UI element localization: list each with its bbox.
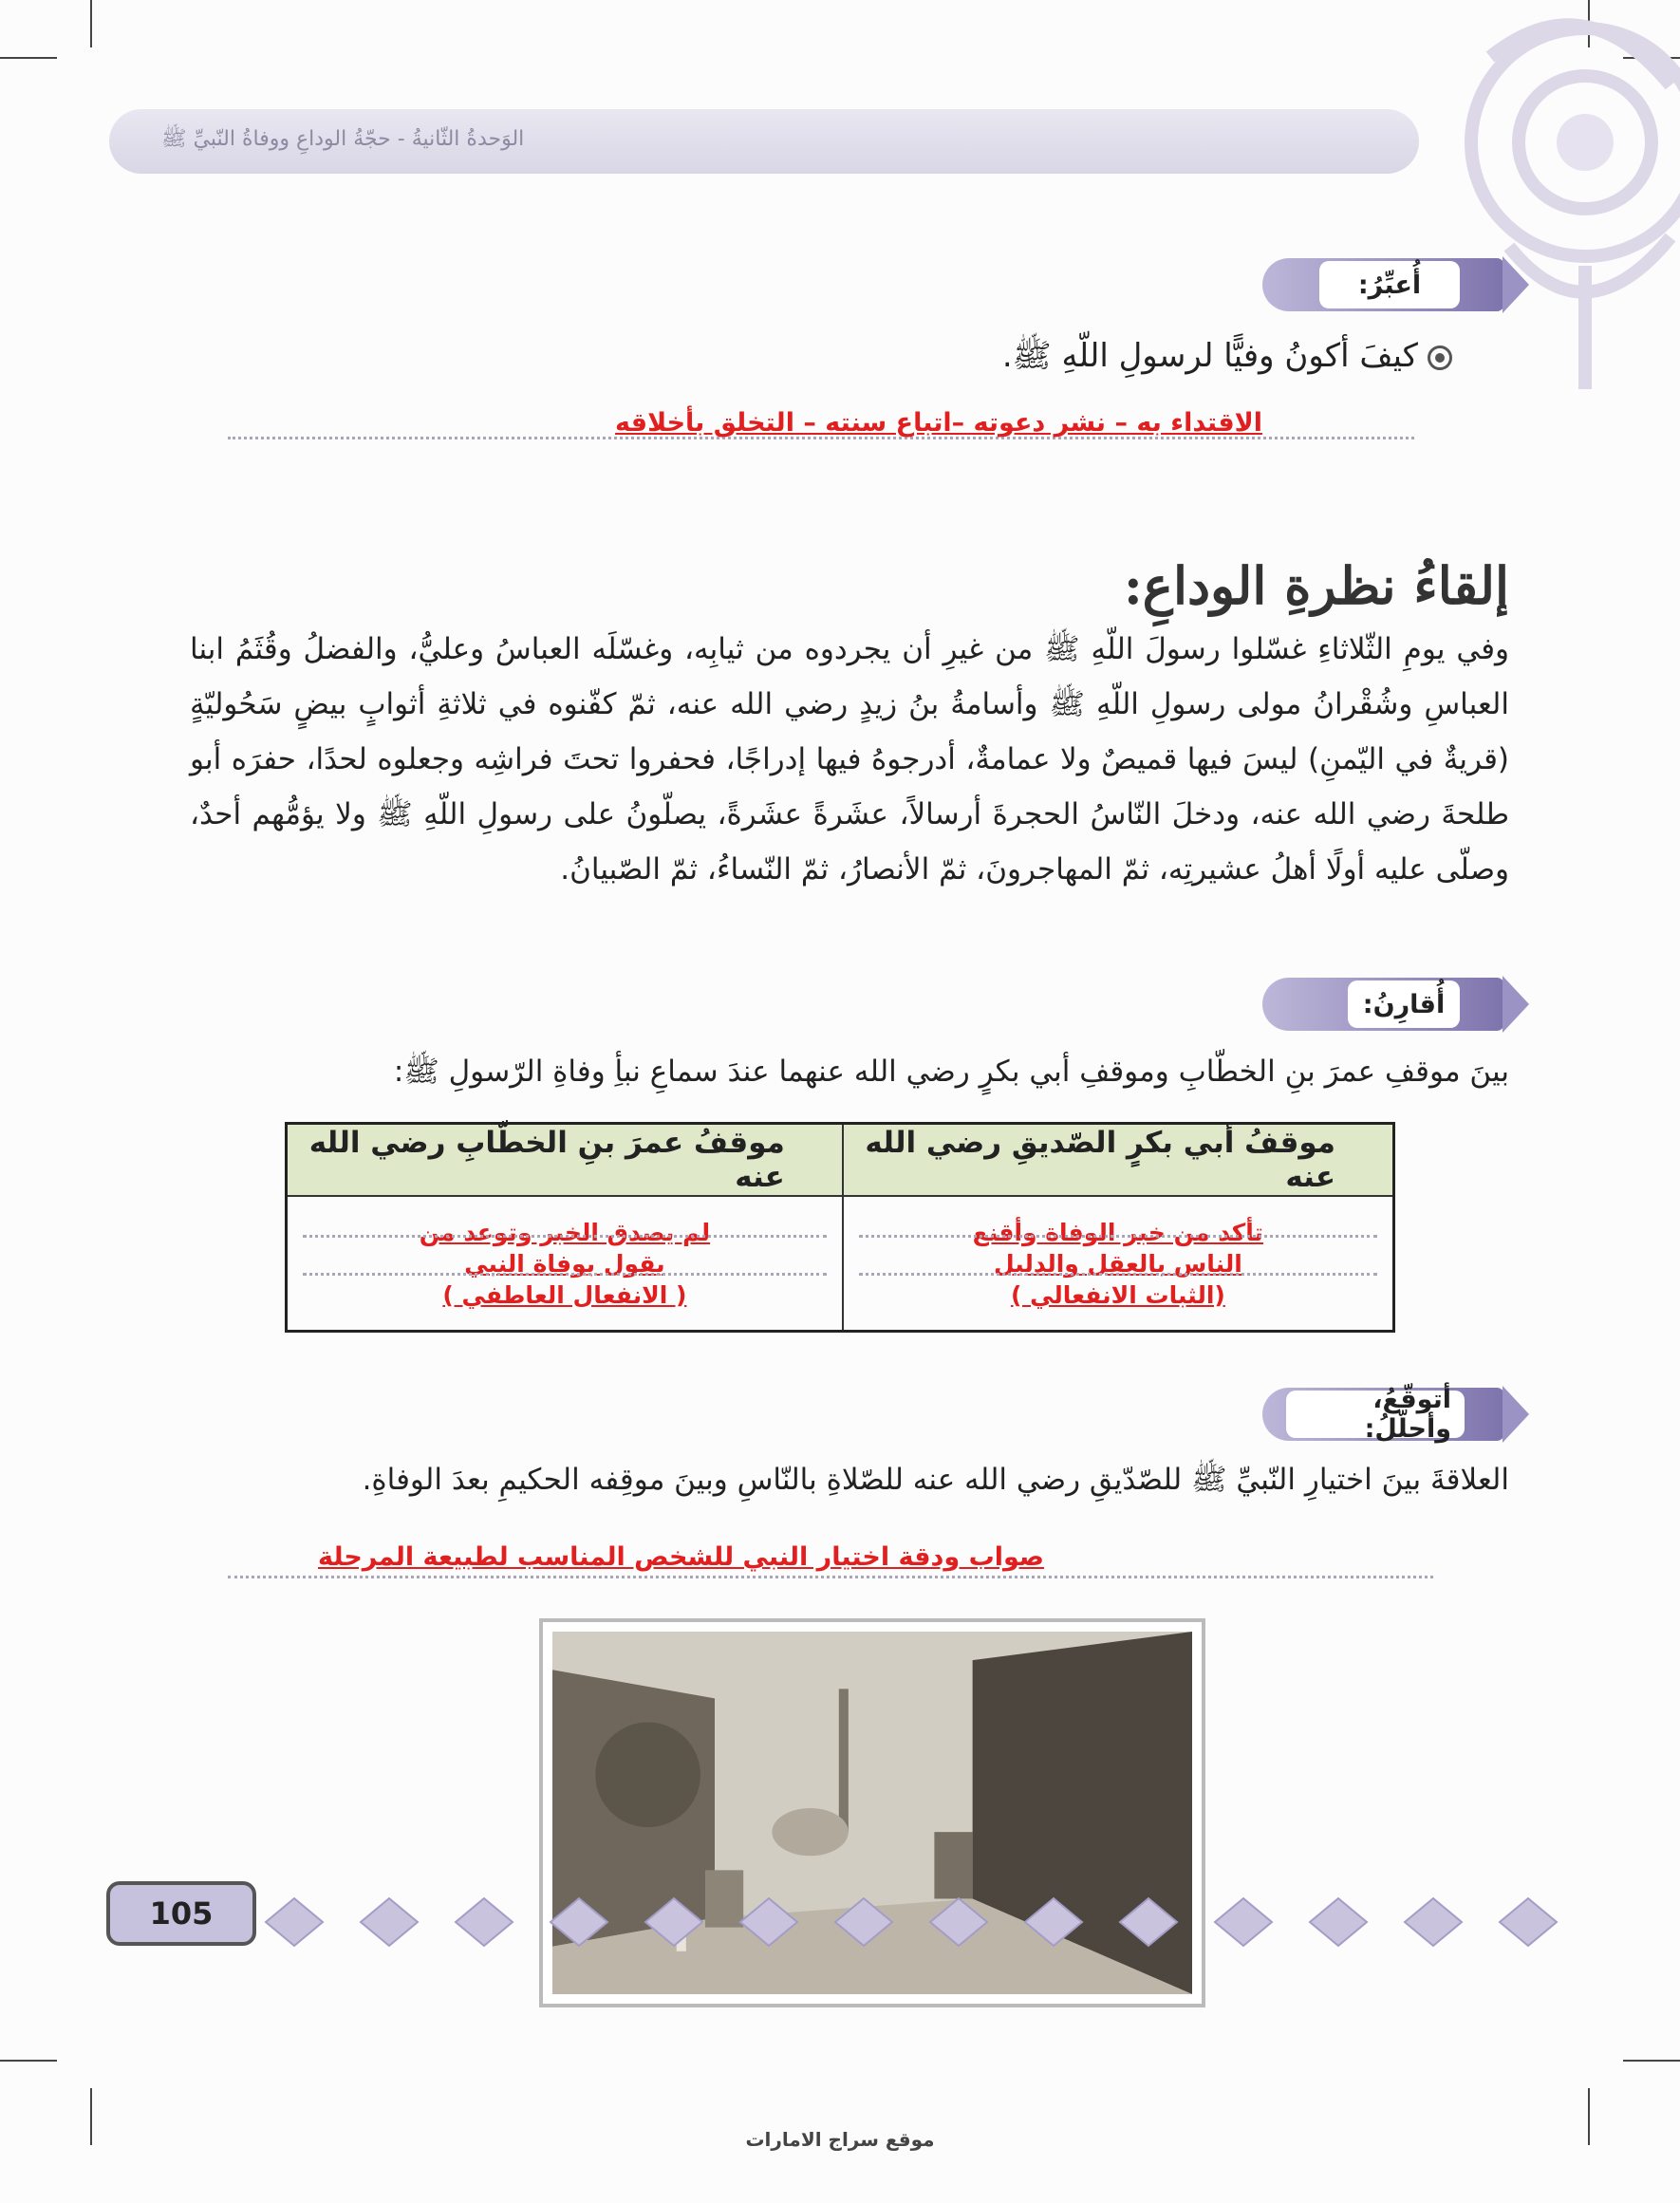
tag-arrow-icon	[1503, 976, 1529, 1033]
answer-line-text: الناس بالعقل والدليل	[993, 1249, 1242, 1278]
comparison-table	[285, 1122, 1395, 1333]
crop-mark	[90, 0, 92, 47]
answer-abubakr	[845, 1217, 1391, 1311]
answer-line-text: تأكد من خبر الوفاة وأقنع	[972, 1218, 1264, 1246]
crop-mark	[1623, 2060, 1680, 2062]
predict-label: أتوقّعُ، وأحلّلُ:	[1286, 1391, 1465, 1438]
answer-line-text: لم يصدق الخبر وتوعد من	[419, 1218, 711, 1246]
column-header-umar: موقفُ عمرَ بنِ الخطّابِ رضي الله عنه	[287, 1124, 843, 1197]
answer-line-text: ( الانفعال العاطفي )	[442, 1280, 687, 1309]
express-label: أُعبِّرُ:	[1319, 261, 1460, 308]
page-number: 105	[106, 1881, 256, 1946]
footer-ornament-band	[228, 1875, 1633, 1970]
cell-umar	[287, 1196, 843, 1332]
column-header-abubakr: موقفُ أبي بكرٍ الصّديقِ رضي الله عنه	[843, 1124, 1394, 1197]
section-paragraph: وفي يومِ الثّلاثاءِ غسّلوا رسولَ اللّهِ ﷺ من غيرِ أن يجردوه من ثيابِه، وغسّلَه العباسُ وعليُّ، والفضلُ وقُثَمُ ابنا العباسِ وشُقْرانُ مولى رسولِ اللّهِ ﷺ وأسامةُ بنُ زيدٍ رضي الله عنه، ثمّ كفّنوه في ثلاثةِ أثوابٍ بيضٍ سَحُوليّةٍ (قريةٌ في اليّمنِ) ليسَ فيها قميصٌ ولا عمامةٌ، أدرجوهُ فيها إدراجًا، فحفروا تحتَ فراشِه وجعلوه لحدًا، حفرَه أبو طلحةَ رضي الله عنه، ودخلَ النّاسُ الحجرةَ أرسالاً، عشَرةً عشَرةً، يصلّونُ على رسولِ اللّهِ ﷺ ولا يؤمُّهم أحدٌ، وصلّى عليه أولًا أهلُ عشيرتِه، ثمّ المهاجرونَ، ثمّ الأنصارُ، ثمّ النّساءُ، ثمّ الصّبيانُ.	[190, 632, 1509, 887]
section-title: إلقاءُ نظرةِ الوداعِ:	[1123, 555, 1509, 616]
express-answer: الاقتداء به – نشر دعوته –اتباع سنته – التخلق بأخلاقه	[615, 408, 1262, 438]
answer-line-text: يقول بوفاة النبي	[464, 1249, 665, 1278]
compare-prompt: بينَ موقفِ عمرَ بنِ الخطّابِ وموقفِ أبي بكرٍ رضي الله عنهما عندَ سماعِ نبأِ وفاةِ الرّسولِ ﷺ:	[393, 1055, 1509, 1089]
compare-label: أُقارِنُ:	[1348, 980, 1460, 1028]
tag-arrow-icon	[1503, 256, 1529, 313]
answer-umar	[289, 1217, 841, 1311]
predict-answer: صواب ودقة اختيار النبي للشخص المناسب لطبيعة المرحلة	[317, 1542, 1044, 1572]
bullet-icon	[1428, 345, 1452, 370]
express-question-text: كيفَ أكونُ وفيًّا لرسولِ اللّهِ ﷺ.	[1001, 337, 1418, 375]
express-question	[1002, 336, 1452, 383]
footer-site-name: موقع سراج الامارات	[745, 2128, 935, 2151]
unit-title: الوَحدةُ الثّانيةُ - حجّةُ الوداعِ ووفاةُ النّبيِّ ﷺ	[161, 127, 525, 151]
answer-line-text: (الثبات الانفعالي )	[1010, 1280, 1225, 1309]
crop-mark	[0, 57, 57, 59]
predict-prompt: العلاقةَ بينَ اختيارِ النّبيِّ ﷺ للصّدّيقِ رضي الله عنه للصّلاةِ بالنّاسِ وبينَ موقِفه الحكيمِ بعدَ الوفاةِ.	[362, 1463, 1509, 1497]
answer-line	[228, 1576, 1433, 1578]
tag-arrow-icon	[1503, 1386, 1529, 1443]
crop-mark	[0, 2060, 57, 2062]
cell-abubakr	[843, 1196, 1394, 1332]
